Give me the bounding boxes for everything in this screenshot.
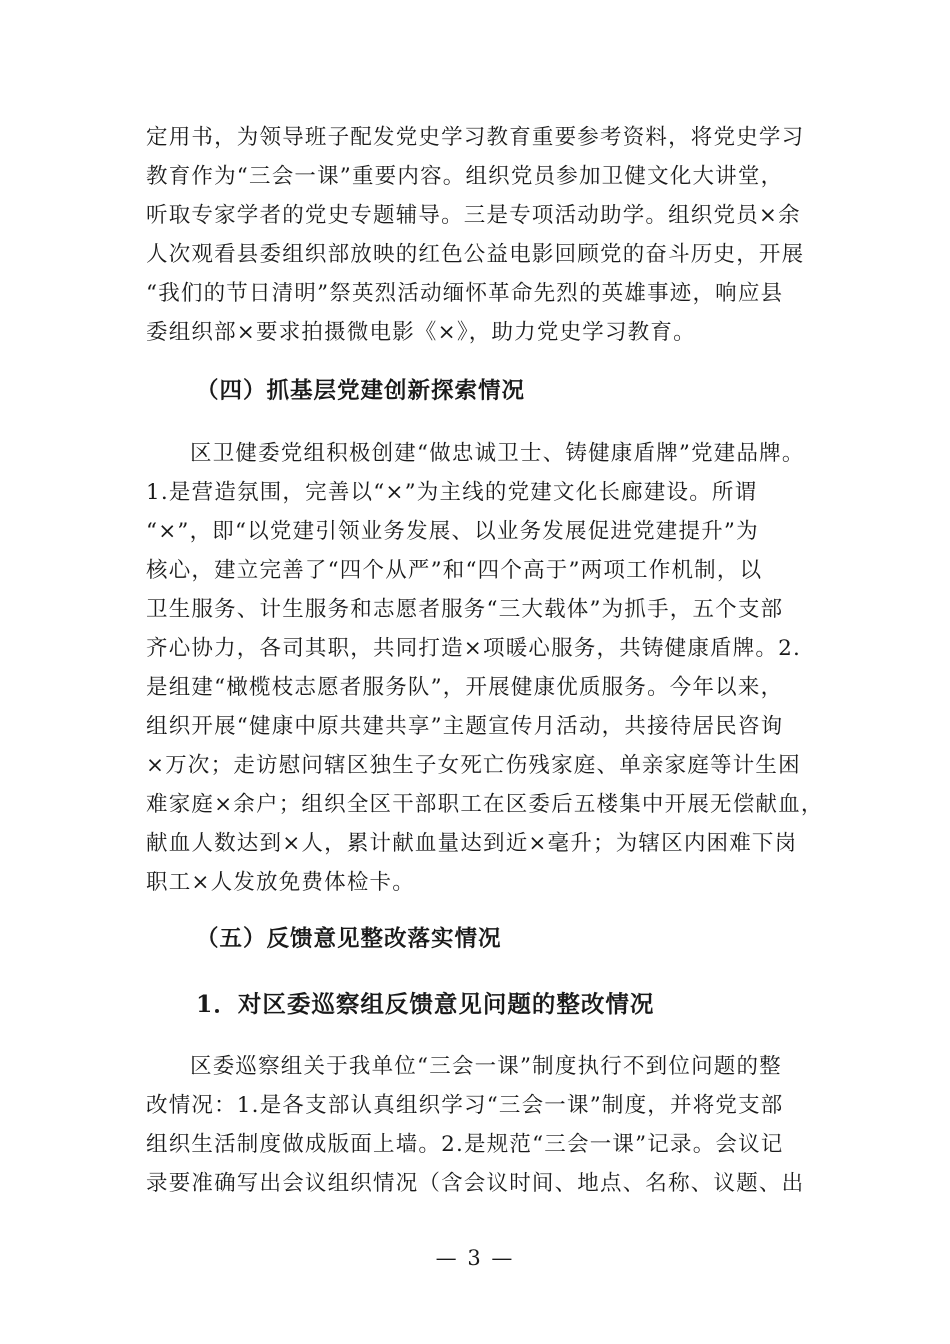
paragraph-2-line-2: 1.是营造氛围，完善以“×”为主线的党建文化长廊建设。所谓: [146, 480, 758, 505]
paragraph-1-line-6: 委组织部×要求拍摄微电影《×》，助力党史学习教育。: [146, 320, 696, 345]
paragraph-1-line-3: 听取专家学者的党史专题辅导。三是专项活动助学。组织党员×余: [146, 203, 801, 228]
paragraph-3-line-3: 组织生活制度做成版面上墙。2.是规范“三会一课”记录。会议记: [146, 1132, 784, 1157]
paragraph-1-line-5: “我们的节日清明”祭英烈活动缅怀革命先烈的英雄事迹，响应县: [146, 281, 784, 306]
paragraph-2-line-12: 职工×人发放免费体检卡。: [146, 870, 415, 895]
paragraph-2-line-10: 难家庭×余户；组织全区干部职工在区委后五楼集中开展无偿献血，: [146, 792, 824, 817]
paragraph-2-line-9: ×万次；走访慰问辖区独生子女死亡伤残家庭、单亲家庭等计生困: [146, 753, 801, 778]
section-heading-4: （四）抓基层党建创新探索情况: [196, 378, 526, 404]
paragraph-2-line-1: 区卫健委党组积极创建“做忠诚卫士、铸健康盾牌”党建品牌。: [190, 441, 805, 466]
paragraph-3-line-4: 录要准确写出会议组织情况（含会议时间、地点、名称、议题、出: [146, 1171, 805, 1196]
paragraph-2-line-3: “×”，即“以党建引领业务发展、以业务发展促进党建提升”为: [146, 519, 759, 544]
paragraph-1-line-1: 定用书，为领导班子配发党史学习教育重要参考资料，将党史学习: [146, 125, 805, 150]
paragraph-2-line-4: 核心，建立完善了“四个从严”和“四个高于”两项工作机制，以: [146, 558, 763, 583]
paragraph-3-line-2: 改情况：1.是各支部认真组织学习“三会一课”制度，并将党支部: [146, 1093, 784, 1118]
paragraph-2-line-6: 齐心协力，各司其职，共同打造×项暖心服务，共铸健康盾牌。2.: [146, 636, 802, 661]
paragraph-2-line-7: 是组建“橄榄枝志愿者服务队”，开展健康优质服务。今年以来，: [146, 675, 784, 700]
paragraph-1-line-2: 教育作为“三会一课”重要内容。组织党员参加卫健文化大讲堂，: [146, 164, 784, 189]
subsection-heading-5-1: 1．对区委巡察组反馈意见问题的整改情况: [196, 990, 655, 1018]
paragraph-3-line-1: 区委巡察组关于我单位“三会一课”制度执行不到位问题的整: [190, 1054, 782, 1079]
section-heading-5: （五）反馈意见整改落实情况: [196, 926, 502, 952]
paragraph-2-line-8: 组织开展“健康中原共建共享”主题宣传月活动，共接待居民咨询: [146, 714, 784, 739]
paragraph-2-line-5: 卫生服务、计生服务和志愿者服务“三大载体”为抓手，五个支部: [146, 597, 784, 622]
paragraph-1-line-4: 人次观看县委组织部放映的红色公益电影回顾党的奋斗历史，开展: [146, 242, 805, 267]
paragraph-2-line-11: 献血人数达到×人，累计献血量达到近×毫升；为辖区内困难下岗: [146, 831, 798, 856]
page-number: — 3 —: [435, 1246, 515, 1270]
